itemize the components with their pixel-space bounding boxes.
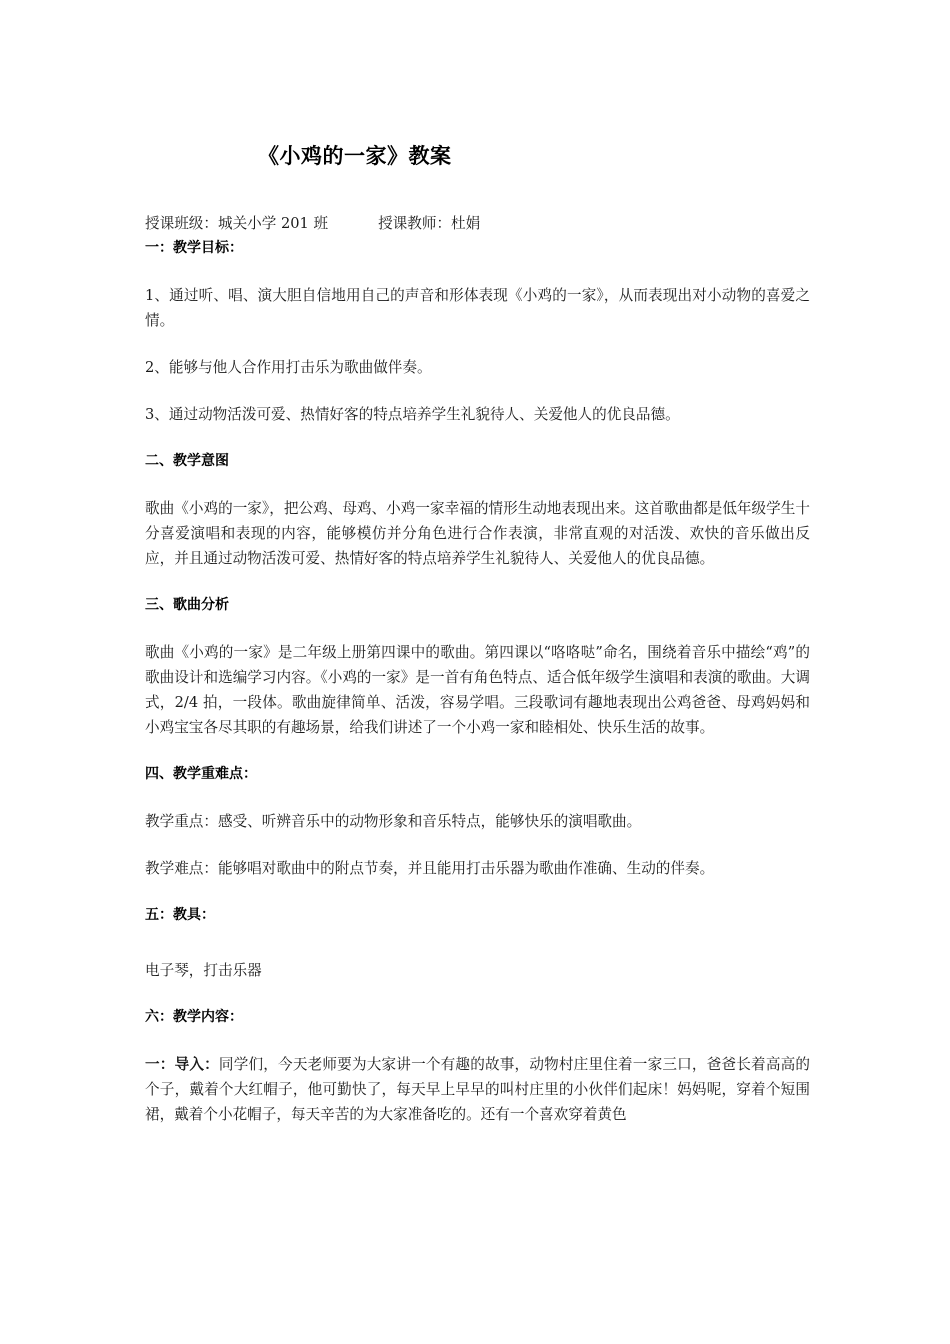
document-title: 《小鸡的一家》教案 xyxy=(258,144,452,168)
intro-text: 同学们，今天老师要为大家讲一个有趣的故事，动物村庄里住着一家三口，爸爸长着高高的个子，戴着个大红帽子，他可勤快了，每天早上早早的叫村庄里的小伙伴们起床！妈妈呢，穿着个短围裙，戴着个小花帽子，每天辛苦的为大家准备吃的。还有一个喜欢穿着黄色 xyxy=(145,1056,810,1123)
section-heading-objectives: 一：教学目标： xyxy=(145,240,243,256)
content-intro-paragraph xyxy=(145,1052,810,1127)
class-label: 授课班级：城关小学 201 班 xyxy=(145,215,329,232)
difficult-point: 教学难点：能够唱对歌曲中的附点节奏，并且能用打击乐器为歌曲作准确、生动的伴奏。 xyxy=(145,860,715,877)
section-heading-intent: 二、教学意图 xyxy=(145,453,229,469)
objective-3: 3、通过动物活泼可爱、热情好客的特点培养学生礼貌待人、关爱他人的优良品德。 xyxy=(145,406,680,423)
class-teacher-line xyxy=(145,211,810,236)
section-heading-content: 六：教学内容： xyxy=(145,1009,243,1025)
key-point: 教学重点：感受、听辨音乐中的动物形象和音乐特点，能够快乐的演唱歌曲。 xyxy=(145,813,642,830)
objective-1: 1、通过听、唱、演大胆自信地用自己的声音和形体表现《小鸡的一家》，从而表现出对小动物的喜爱之情。 xyxy=(145,287,810,329)
objective-2: 2、能够与他人合作用打击乐为歌曲做伴奏。 xyxy=(145,359,432,376)
document-body xyxy=(145,211,810,1127)
intent-paragraph: 歌曲《小鸡的一家》，把公鸡、母鸡、小鸡一家幸福的情形生动地表现出来。这首歌曲都是低年级学生十分喜爱演唱和表现的内容，能够模仿并分角色进行合作表演，非常直观的对活泼、欢快的音乐做出反应，并且通过动物活泼可爱、热情好客的特点培养学生礼貌待人、关爱他人的优良品德。 xyxy=(145,500,810,567)
section-heading-key-points: 四、教学重难点： xyxy=(145,766,257,782)
materials-text: 电子琴，打击乐器 xyxy=(145,962,262,979)
section-heading-materials: 五：教具： xyxy=(145,907,215,923)
intro-lead: 一：导入： xyxy=(145,1056,219,1073)
teacher-label: 授课教师：杜娟 xyxy=(378,215,481,232)
section-heading-analysis: 三、歌曲分析 xyxy=(145,597,229,613)
analysis-paragraph: 歌曲《小鸡的一家》是二年级上册第四课中的歌曲。第四课以“咯咯哒”命名，围绕着音乐中描绘“鸡”的歌曲设计和选编学习内容。《小鸡的一家》是一首有角色特点、适合低年级学生演唱和表演的歌曲。大调式，2/4 拍，一段体。歌曲旋律简单、活泼，容易学唱。三段歌词有趣地表现出公鸡爸爸、母鸡妈妈和小鸡宝宝各尽其职的有趣场景，给我们讲述了一个小鸡一家和睦相处、快乐生活的故事。 xyxy=(145,644,810,736)
